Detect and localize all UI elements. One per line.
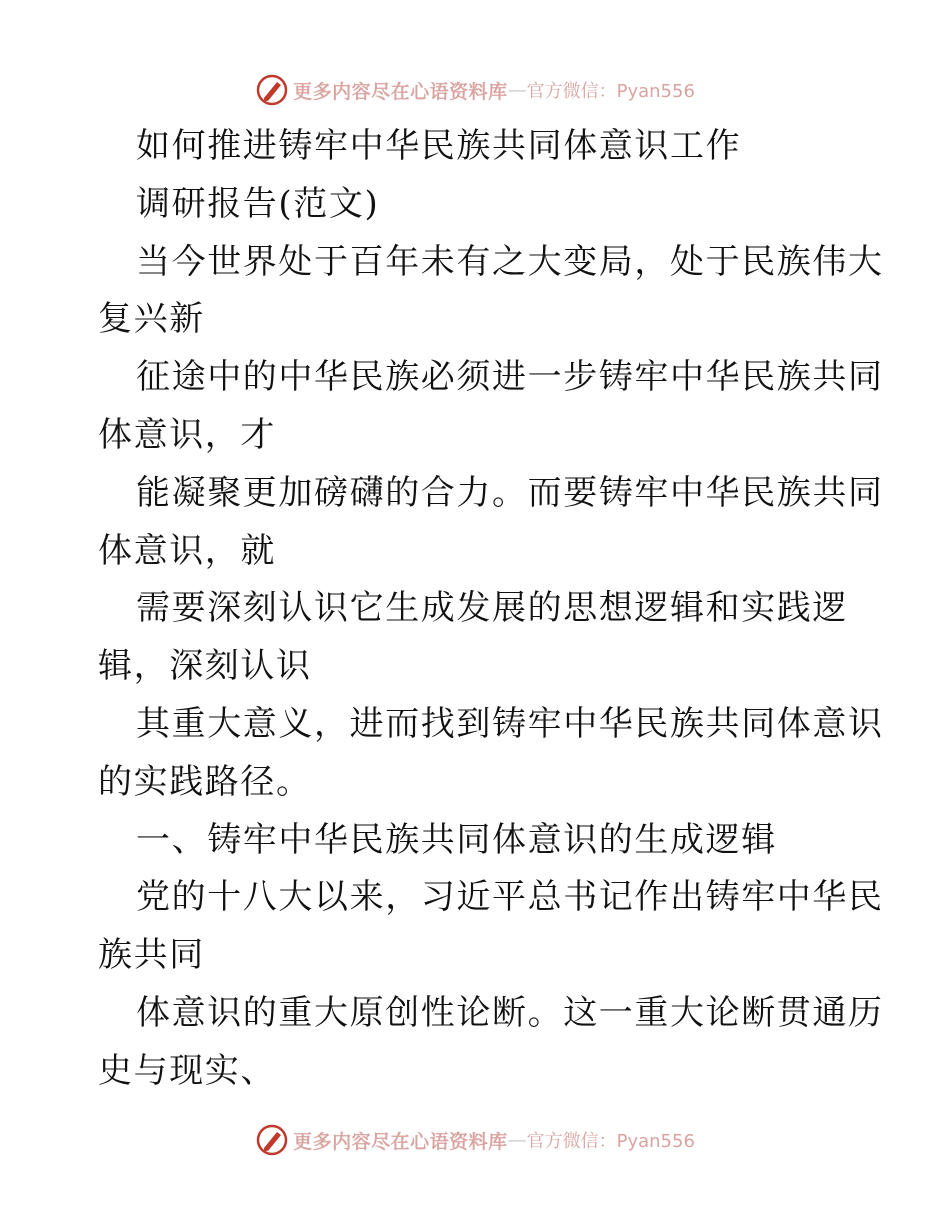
watermark-separator: — [507, 79, 527, 101]
watermark-contact: 官方微信：Pyan556 [526, 81, 695, 102]
doc-title-line-1: 如何推进铸牢中华民族共同体意识工作 [136, 126, 742, 166]
paragraph-line: 族共同 [98, 935, 205, 976]
document-body [98, 118, 884, 1101]
watermark-footer [0, 1120, 950, 1160]
paragraph-line: 体意识，才 [98, 414, 276, 455]
watermark-text: 更多内容尽在心语资料库 [293, 1130, 508, 1153]
watermark-separator: — [507, 1129, 527, 1151]
paragraph-line: 体意识的重大原创性论断。这一重大论断贯通历 [136, 992, 884, 1033]
paragraph-line: 史与现实、 [98, 1050, 276, 1091]
pen-logo-icon [255, 73, 289, 107]
paragraph-line: 复兴新 [98, 299, 205, 340]
watermark-text: 更多内容尽在心语资料库 [293, 80, 508, 103]
paragraph-line: 党的十八大以来，习近平总书记作出铸牢中华民 [136, 877, 884, 918]
pen-logo-icon [255, 1123, 289, 1157]
paragraph-line: 需要深刻认识它生成发展的思想逻辑和实践逻 [136, 588, 848, 629]
doc-title-line-2: 调研报告(范文) [136, 183, 380, 224]
paragraph-line: 的实践路径。 [98, 761, 312, 802]
paragraph-line: 其重大意义，进而找到铸牢中华民族共同体意识 [136, 703, 884, 744]
watermark-contact: 官方微信：Pyan556 [526, 1131, 695, 1152]
watermark-header [0, 70, 950, 110]
paragraph-line: 当今世界处于百年未有之大变局，处于民族伟大 [136, 241, 884, 282]
paragraph-line: 征途中的中华民族必须进一步铸牢中华民族共同 [136, 357, 884, 398]
section-heading: 一、铸牢中华民族共同体意识的生成逻辑 [136, 819, 777, 860]
paragraph-line: 辑，深刻认识 [98, 646, 312, 687]
paragraph-line: 体意识，就 [98, 530, 276, 571]
paragraph-line: 能凝聚更加磅礴的合力。而要铸牢中华民族共同 [136, 472, 884, 513]
